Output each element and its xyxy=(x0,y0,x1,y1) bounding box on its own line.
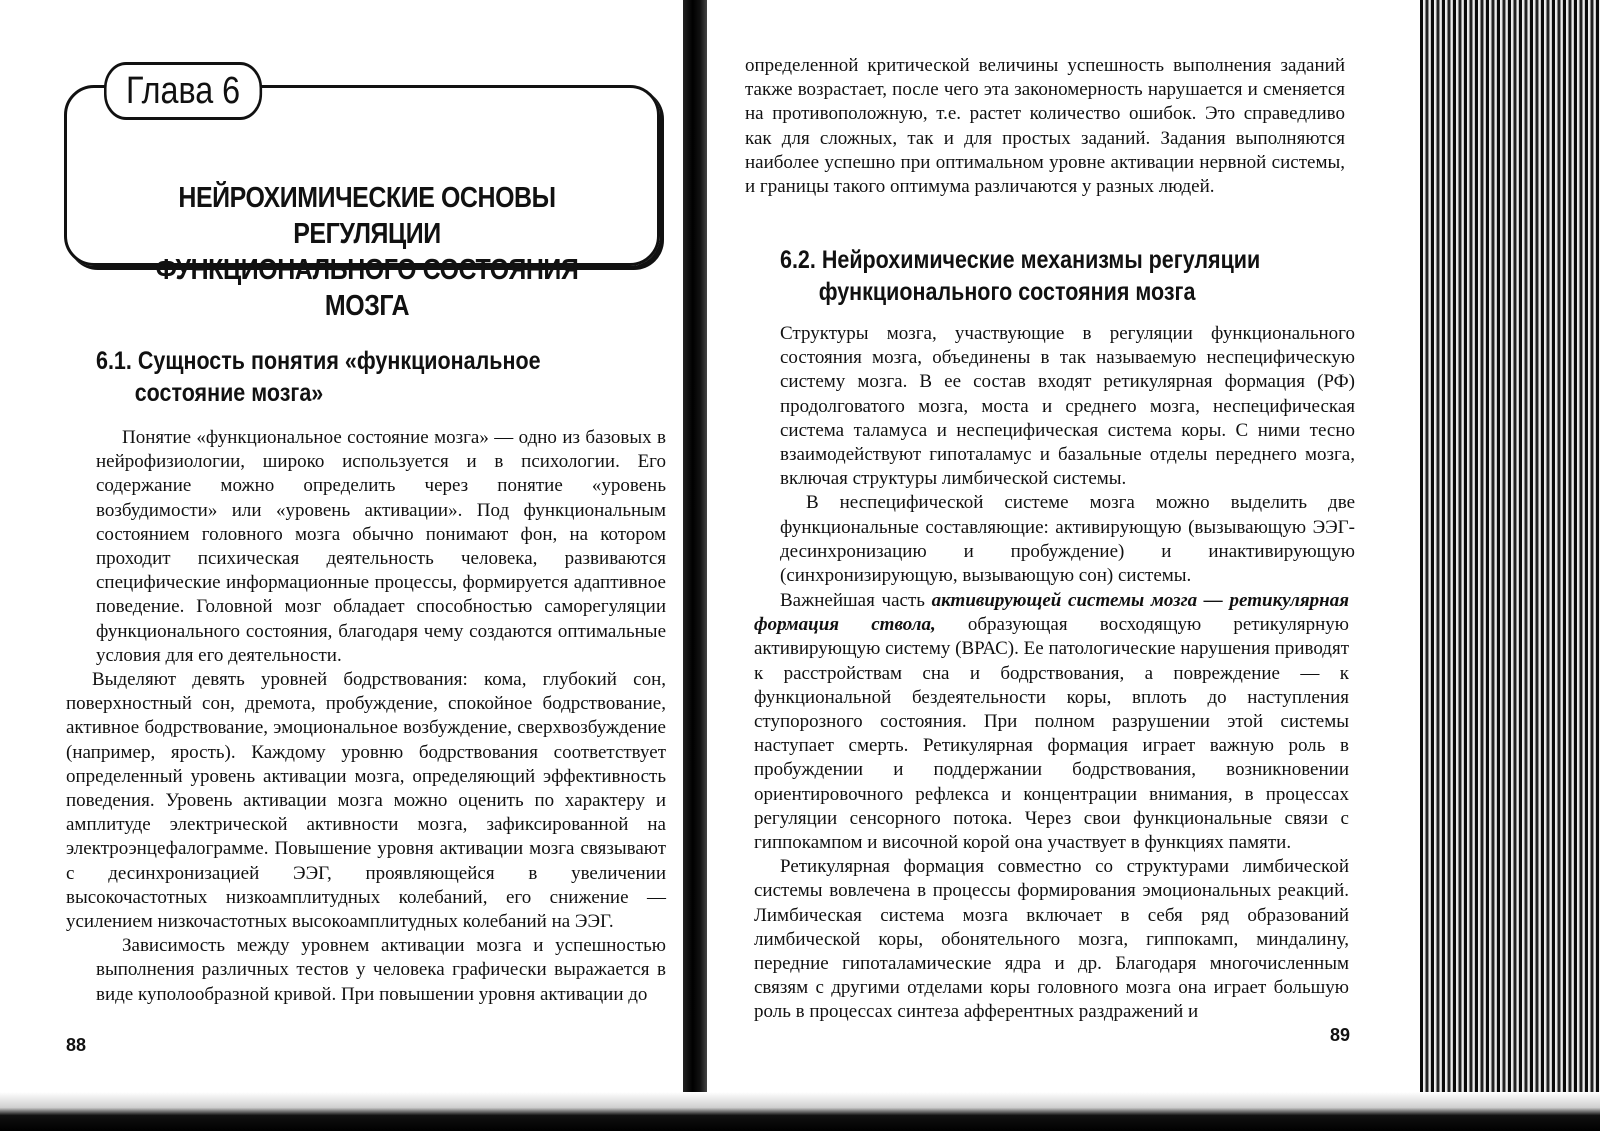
page-edges xyxy=(1420,0,1600,1131)
right-page xyxy=(740,40,1380,1090)
chapter-title-line: НЕЙРОХИМИЧЕСКИЕ ОСНОВЫ РЕГУЛЯЦИИ xyxy=(178,182,556,250)
right-body-text-2 xyxy=(754,589,1349,1025)
section-title-line: 6.2. Нейрохимические механизмы регуляции xyxy=(780,246,1261,274)
text-span: образующая восходящую ретикулярную активирующую систему (ВРАС). Ее патологические нарушения приводят к расстройствам сна и бодрствования, а повреждение — к функциональной бездеятельности коры, вплоть до наступления ступорозного состояния. При полном разрушении этой системы наступает смерть. Ретикулярная формация играет важную роль в пробуждении и поддержании бодрствования, возникновении ориентировочного рефлекса и концентрации внимания, в процессах регуляции сенсорного потока. Через свои функциональные связи с гиппокампом и височной корой она участвует в функциях памяти. xyxy=(754,614,1349,854)
text-span: Важнейшая часть xyxy=(780,590,932,611)
section-title-line: 6.1. Сущность понятия «функциональное xyxy=(96,347,541,375)
section-title-6-2 xyxy=(780,244,1260,308)
paragraph: Структуры мозга, участвующие в регуляции функционального состояния мозга, объединены в так называемую неспецифическую систему мозга. В ее состав входят ретикулярная формация (РФ) продолговатого мозга, моста и среднего мозга, неспецифическая система таламуса и неспецифическая система коры. С ними тесно взаимодействуют гипоталамус и базальные отделы переднего мозга, включая структуры лимбической системы. xyxy=(780,323,1355,490)
emphasis-text: активирующей системы мозга — ретикулярная формация ствола, xyxy=(754,590,1349,636)
book-spine xyxy=(683,0,707,1131)
chapter-label: Глава 6 xyxy=(104,62,262,120)
page-number: 89 xyxy=(1330,1025,1351,1045)
paragraph: Выделяют девять уровней бодрствования: кома, глубокий сон, поверхностный сон, дремота, пробуждение, спокойное бодрствование, активное бодрствование, эмоциональное возбуждение, сверхвозбуждение (например, ярость). Каждому уровню бодрствования соответствует определенный уровень активации мозга, определяющий эффективность поведения. Уровень активации мозга можно оценить по характеру и амплитуде электрической активности мозга, зафиксированной на электроэнцефалограмме. Повышение уровня активации мозга связывают с десинхронизацией ЭЭГ, проявляющейся в увеличении высокочастотных низкоамплитудных колебаний, его снижение — усилением низкочастотных высокоамплитудных колебаний на ЭЭГ. xyxy=(66,669,666,933)
section-title-line: состояние мозга» xyxy=(134,379,324,407)
section-title-6-1 xyxy=(96,345,541,409)
section-title-line: функционального состояния мозга xyxy=(818,278,1196,306)
left-page xyxy=(56,40,676,1090)
paragraph: Зависимость между уровнем активации мозга и успешностью выполнения различных тестов у человека графически выражается в виде куполообразной кривой. При повышении уровня активации до xyxy=(96,935,666,1005)
right-top-text xyxy=(745,54,1345,199)
paragraph: В неспецифической системе мозга можно выделить две функциональные составляющие: активирующую (вызывающую ЭЭГ-десинхронизацию и пробуждение) и инактивирующую (синхронизирующую, вызывающую сон) системы. xyxy=(780,492,1355,587)
chapter-title-line: ФУНКЦИОНАЛЬНОГО СОСТОЯНИЯ МОЗГА xyxy=(155,254,579,322)
page-number: 88 xyxy=(66,1035,87,1055)
right-body-text-1 xyxy=(780,322,1355,588)
chapter-title xyxy=(126,180,608,324)
paragraph: Понятие «функциональное состояние мозга» — одно из базовых в нейрофизиологии, широко используется и в психологии. Его содержание можно определить через понятие «уровень возбудимости» или «уровень активации». Под функциональным состоянием головного мозга обычно понимают фон, на котором проходит психическая деятельность человека, развиваются специфические информационные процессы, формируется адаптивное поведение. Головной мозг обладает способностью саморегуляции функционального состояния, благодаря чему создаются оптимальные условия для его деятельности. xyxy=(96,427,666,666)
bottom-page-edge xyxy=(0,1092,1600,1131)
left-body-text xyxy=(66,426,666,1007)
paragraph: Ретикулярная формация совместно со структурами лимбической системы вовлечена в процессы формирования эмоциональных реакций. Лимбическая система мозга включает в себя ряд образований лимбической коры, обонятельного мозга, гиппокамп, миндалину, передние гипоталамические ядра и др. Благодаря многочисленным связям с другими отделами коры головного мозга она играет большую роль в процессах синтеза афферентных раздражений и xyxy=(754,856,1349,1023)
paragraph xyxy=(754,589,1349,855)
paragraph: определенной критической величины успешность выполнения заданий также возрастает, после чего эта закономерность нарушается и сменяется на противоположную, т.е. растет количество ошибок. Это справедливо как для сложных, так и для простых заданий. Задания выполняются наиболее успешно при оптимальном уровне активации нервной системы, и границы такого оптимума различаются у разных людей. xyxy=(745,55,1345,198)
